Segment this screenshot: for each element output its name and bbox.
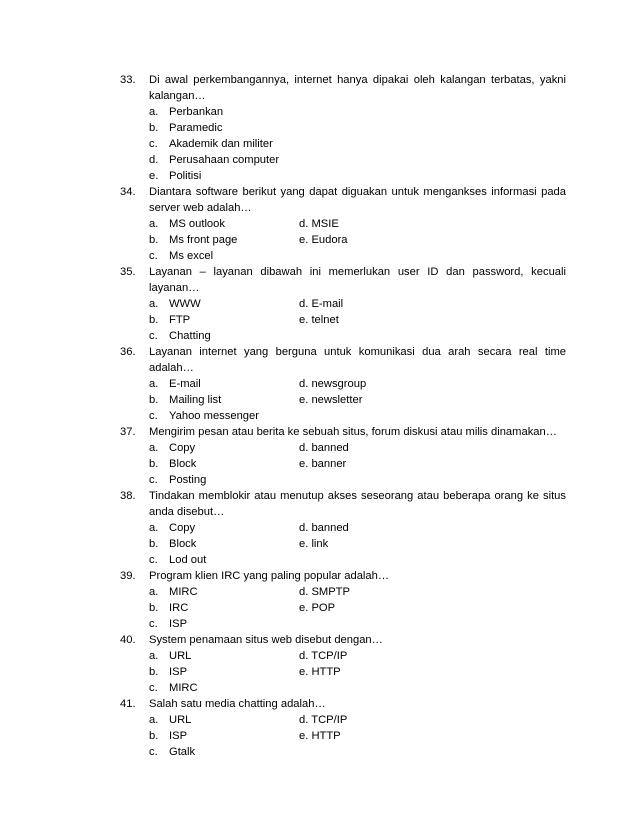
- option-text: URL: [169, 714, 192, 726]
- option-text: FTP: [169, 314, 191, 326]
- option-text: URL: [169, 650, 192, 662]
- option-letter: a.: [149, 378, 159, 390]
- option-text: Block: [169, 538, 197, 550]
- option-row: [120, 584, 566, 600]
- option-text: ISP: [169, 666, 188, 678]
- option-e: [120, 168, 566, 184]
- option-row: [120, 232, 566, 248]
- option-row: [120, 600, 566, 616]
- option-text: Perusahaan computer: [169, 154, 280, 166]
- question-33: [120, 72, 566, 184]
- question-text: Diantara software berikut yang dapat diguakan untuk mengankses informasi pada server web adalah…: [149, 186, 566, 214]
- option-text: Mailing list: [169, 394, 222, 406]
- option-right: d. newsgroup: [299, 378, 367, 390]
- question-37: [120, 424, 566, 488]
- question-35: [120, 264, 566, 344]
- option-right: [299, 472, 566, 488]
- option-letter: a.: [149, 522, 159, 534]
- option-row: [120, 664, 566, 680]
- option-right: e. POP: [299, 602, 336, 614]
- option-text: Paramedic: [169, 122, 223, 134]
- option-text: Ms front page: [169, 234, 238, 246]
- option-a: [120, 104, 566, 120]
- option-right: [299, 408, 566, 424]
- option-letter: b.: [149, 458, 159, 470]
- option-letter: b.: [149, 314, 159, 326]
- option-text: ISP: [169, 730, 188, 742]
- option-right: [299, 328, 566, 344]
- option-right: d. E-mail: [299, 298, 344, 310]
- option-right: d. banned: [299, 522, 349, 534]
- option-letter: c.: [149, 554, 158, 566]
- option-letter: a.: [149, 650, 159, 662]
- option-right: e. HTTP: [299, 730, 341, 742]
- question-number: 40.: [120, 634, 136, 646]
- option-text: Politisi: [169, 170, 202, 182]
- option-row: [120, 728, 566, 744]
- option-right: e. telnet: [299, 314, 339, 326]
- question-list: [120, 72, 566, 760]
- question-40: [120, 632, 566, 696]
- question-text: Program klien IRC yang paling popular adalah…: [149, 570, 390, 582]
- option-right: e. banner: [299, 458, 347, 470]
- question-38: [120, 488, 566, 568]
- option-letter: c.: [149, 682, 158, 694]
- option-row: [120, 408, 566, 424]
- option-text: Copy: [169, 442, 196, 454]
- option-letter: a.: [149, 298, 159, 310]
- option-row: [120, 376, 566, 392]
- option-right: [299, 616, 566, 632]
- option-right: e. newsletter: [299, 394, 363, 406]
- option-right: [299, 744, 566, 760]
- question-text: Tindakan memblokir atau menutup akses seseorang atau beberapa orang ke situs anda disebut…: [149, 490, 566, 518]
- option-row: [120, 328, 566, 344]
- question-number: 39.: [120, 570, 136, 582]
- option-right: d. MSIE: [299, 218, 339, 230]
- option-text: Posting: [169, 474, 207, 486]
- option-row: [120, 248, 566, 264]
- option-letter: e.: [149, 170, 159, 182]
- option-text: MIRC: [169, 586, 198, 598]
- question-text: Layanan internet yang berguna untuk komunikasi dua arah secara real time adalah…: [149, 346, 566, 374]
- option-letter: b.: [149, 234, 159, 246]
- option-row: [120, 312, 566, 328]
- option-right: e. link: [299, 538, 329, 550]
- option-text: Akademik dan militer: [169, 138, 273, 150]
- option-text: Copy: [169, 522, 196, 534]
- option-letter: c.: [149, 250, 158, 262]
- option-text: Ms excel: [169, 250, 214, 262]
- option-right: d. TCP/IP: [299, 714, 348, 726]
- option-right: d. banned: [299, 442, 349, 454]
- option-right: e. HTTP: [299, 666, 341, 678]
- option-letter: b.: [149, 538, 159, 550]
- question-number: 36.: [120, 346, 136, 358]
- option-row: [120, 712, 566, 728]
- option-text: Perbankan: [169, 106, 224, 118]
- question-34: [120, 184, 566, 264]
- option-text: IRC: [169, 602, 189, 614]
- question-number: 34.: [120, 186, 136, 198]
- option-text: Block: [169, 458, 197, 470]
- option-letter: c.: [149, 746, 158, 758]
- option-right: e. Eudora: [299, 234, 348, 246]
- option-right: d. TCP/IP: [299, 650, 348, 662]
- option-letter: b.: [149, 122, 159, 134]
- option-letter: b.: [149, 730, 159, 742]
- option-letter: a.: [149, 714, 159, 726]
- option-row: [120, 648, 566, 664]
- option-row: [120, 392, 566, 408]
- option-b: [120, 120, 566, 136]
- option-text: WWW: [169, 298, 201, 310]
- option-c: [120, 136, 566, 152]
- option-right: [299, 552, 566, 568]
- option-row: [120, 680, 566, 696]
- option-d: [120, 152, 566, 168]
- question-text: Di awal perkembangannya, internet hanya dipakai oleh kalangan terbatas, yakni kalangan…: [149, 74, 566, 102]
- question-text: Mengirim pesan atau berita ke sebuah situs, forum diskusi atau milis dinamakan…: [149, 426, 557, 438]
- option-text: Gtalk: [169, 746, 196, 758]
- option-letter: c.: [149, 618, 158, 630]
- question-text: Layanan – layanan dibawah ini memerlukan user ID dan password, kecuali layanan…: [149, 266, 566, 294]
- option-row: [120, 472, 566, 488]
- option-letter: c.: [149, 138, 158, 150]
- question-36: [120, 344, 566, 424]
- option-row: [120, 456, 566, 472]
- option-row: [120, 744, 566, 760]
- option-text: MIRC: [169, 682, 198, 694]
- option-letter: d.: [149, 154, 159, 166]
- option-text: ISP: [169, 618, 188, 630]
- option-text: MS outlook: [169, 218, 225, 230]
- question-number: 37.: [120, 426, 136, 438]
- question-number: 33.: [120, 74, 136, 86]
- question-39: [120, 568, 566, 632]
- option-row: [120, 616, 566, 632]
- option-row: [120, 552, 566, 568]
- option-letter: b.: [149, 394, 159, 406]
- option-letter: c.: [149, 474, 158, 486]
- option-text: Yahoo messenger: [169, 410, 259, 422]
- option-text: Chatting: [169, 330, 211, 342]
- question-text: System penamaan situs web disebut dengan…: [149, 634, 383, 646]
- option-right: [299, 248, 566, 264]
- question-number: 38.: [120, 490, 136, 502]
- option-text: Lod out: [169, 554, 207, 566]
- question-number: 35.: [120, 266, 136, 278]
- option-letter: b.: [149, 666, 159, 678]
- option-row: [120, 440, 566, 456]
- option-row: [120, 296, 566, 312]
- question-41: [120, 696, 566, 760]
- option-text: E-mail: [169, 378, 201, 390]
- option-right: d. SMPTP: [299, 586, 350, 598]
- option-row: [120, 536, 566, 552]
- option-letter: a.: [149, 106, 159, 118]
- option-letter: a.: [149, 218, 159, 230]
- option-row: [120, 520, 566, 536]
- option-row: [120, 216, 566, 232]
- option-letter: c.: [149, 330, 158, 342]
- question-text: Salah satu media chatting adalah…: [149, 698, 326, 710]
- option-letter: c.: [149, 410, 158, 422]
- option-letter: b.: [149, 602, 159, 614]
- option-right: [299, 680, 566, 696]
- option-letter: a.: [149, 586, 159, 598]
- option-letter: a.: [149, 442, 159, 454]
- question-number: 41.: [120, 698, 136, 710]
